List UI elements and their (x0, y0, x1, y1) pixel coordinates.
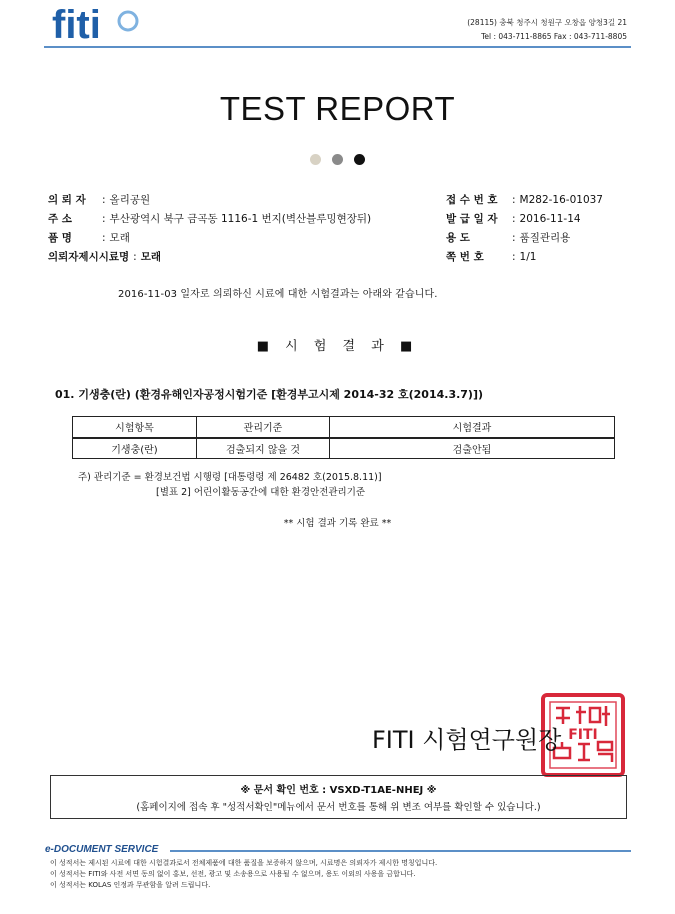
intro-text: 2016-11-03 일자로 의뢰하신 시료에 대한 시험결과는 아래와 같습니다. (118, 289, 438, 300)
info-product: 품 명 : 모래 (48, 232, 130, 244)
header-contact: Tel : 043-711-8865 Fax : 043-711-8805 (481, 32, 627, 41)
info-page-no: 쪽 번 호 : 1/1 (446, 251, 537, 263)
info-value: M282-16-01037 (519, 194, 603, 206)
info-label: 쪽 번 호 (446, 251, 484, 263)
decorative-dots (0, 150, 675, 169)
info-client: 의 뢰 자 : 올리공원 (48, 194, 151, 206)
svg-text:fiti: fiti (52, 3, 101, 44)
info-receipt-no: 접 수 번 호 : M282-16-01037 (446, 194, 603, 206)
document-verification-box (50, 775, 627, 819)
info-value: 품질관리용 (519, 232, 571, 244)
info-value: 올리공원 (109, 194, 151, 206)
info-value: 2016-11-14 (519, 213, 581, 225)
issuer-signature: FITI 시험연구원장 (372, 726, 562, 754)
info-sample-name: 의뢰자제시시료명 : 모래 (48, 251, 161, 263)
dot-2 (332, 154, 343, 165)
info-label: 의뢰자제시시료명 (48, 251, 130, 263)
table-header-row (73, 417, 615, 438)
document-hint: (홈페이지에 접속 후 "성적서확인"메뉴에서 문서 번호를 통해 위 변조 여부를 확인할 수 있습니다.) (136, 802, 541, 813)
info-address: 주 소 : 부산광역시 북구 금곡동 1116-1 번지(벽산블루밍현장뒤) (48, 213, 372, 225)
info-issue-date: 발 급 일 자 : 2016-11-14 (446, 213, 581, 225)
header-rule (44, 46, 631, 48)
table-cell: 기생충(란) (73, 438, 197, 459)
info-value: 1/1 (519, 251, 537, 263)
results-heading: ■ 시 험 결 과 ■ (256, 339, 419, 354)
footer-line: 이 성적서는 KOLAS 인정과 무관함을 알려 드립니다. (50, 881, 211, 889)
info-label: 발 급 일 자 (446, 213, 498, 225)
header-address-block (467, 16, 627, 44)
section-title: 01. 기생충(란) (환경유해인자공정시험기준 [환경부고시제 2014-32 호(2014.3.7)]) (55, 388, 484, 401)
info-value: 모래 (140, 251, 161, 263)
info-label: 의 뢰 자 (48, 194, 86, 206)
header-address: (28115) 충북 청주시 청원구 오창읍 양청3길 21 (467, 18, 627, 27)
info-label: 접 수 번 호 (446, 194, 498, 206)
footer-line: 이 성적서는 FITI와 사전 서면 동의 없이 홍보, 선전, 광고 및 소송용으로 사용될 수 없으며, 용도 이외의 사용을 금합니다. (50, 870, 416, 878)
fiti-logo (50, 2, 160, 44)
table-header-cell: 시험결과 (330, 417, 615, 438)
info-value: 부산광역시 북구 금곡동 1116-1 번지(벽산블루밍현장뒤) (109, 213, 372, 225)
document-code: ※ 문서 확인 번호 : VSXD-T1AE-NHEJ ※ (240, 785, 437, 796)
info-purpose: 용 도 : 품질관리용 (446, 232, 571, 244)
dot-1 (310, 154, 321, 165)
end-note: ** 시험 결과 기록 완료 ** (283, 518, 392, 529)
table-header-cell: 관리기준 (197, 417, 330, 438)
page-title: TEST REPORT (219, 90, 456, 127)
results-table (72, 416, 615, 459)
footer-line: 이 성적서는 제시된 시료에 대한 시험결과로서 전체제품에 대한 품질을 보증하지 않으며, 시료명은 의뢰자가 제시한 명칭입니다. (50, 859, 438, 867)
table-row (73, 438, 615, 459)
note-line: [별표 2] 어린이활동공간에 대한 환경안전관리기준 (156, 487, 366, 498)
info-value: 모래 (109, 232, 130, 244)
dot-3 (354, 154, 365, 165)
info-label: 용 도 (446, 232, 470, 244)
note-line: 주) 관리기준 = 환경보건법 시행령 [대통령령 제 26482 호(2015.8.11)] (78, 472, 382, 483)
seal-text: FITI (568, 727, 598, 743)
edocument-service-label: e-DOCUMENT SERVICE (45, 844, 159, 855)
table-cell: 검출안됨 (330, 438, 615, 459)
footer-rule (170, 850, 631, 852)
info-label: 품 명 (48, 232, 72, 244)
info-label: 주 소 (48, 213, 72, 225)
table-cell: 검출되지 않을 것 (197, 438, 330, 459)
table-header-cell: 시험항목 (73, 417, 197, 438)
